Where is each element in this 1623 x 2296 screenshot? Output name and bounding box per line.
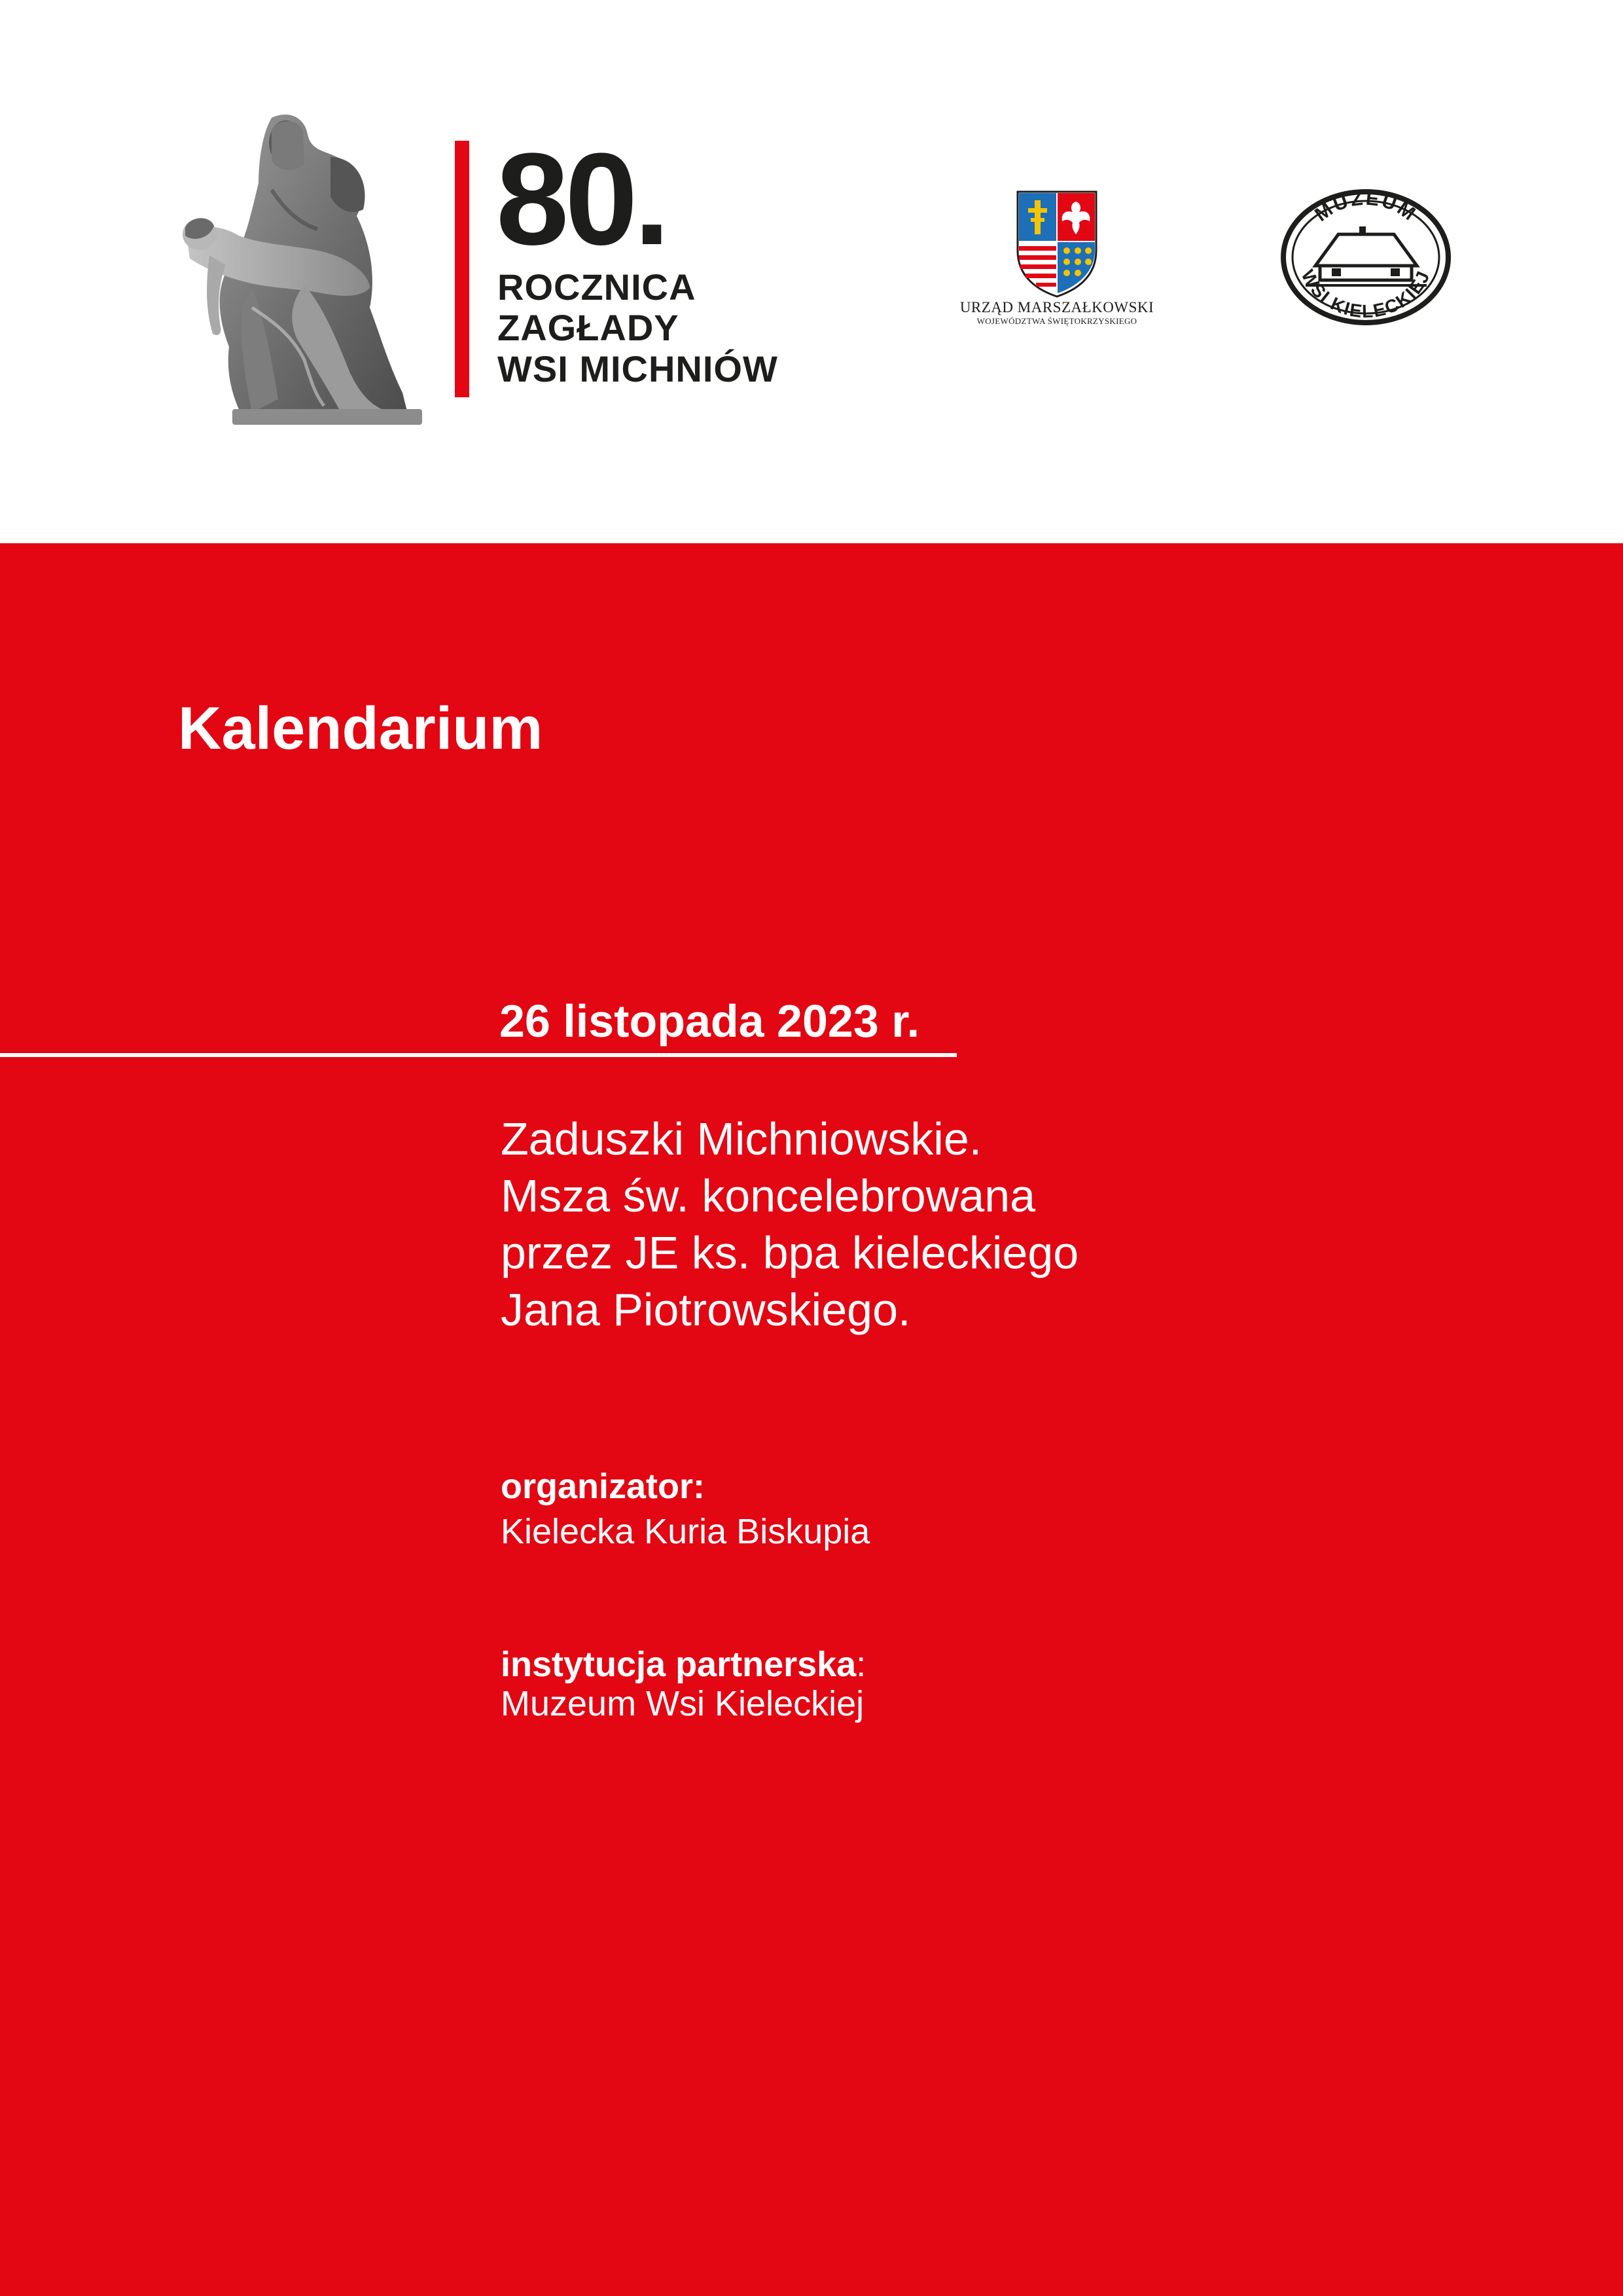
accent-bar — [455, 141, 469, 397]
calendar-panel — [0, 543, 1623, 2296]
section-title: Kalendarium — [178, 695, 543, 762]
museum-logo-bottom-text: WSI KIELECKIEJ — [1297, 266, 1435, 322]
partner-label: instytucja partnerska — [501, 1645, 857, 1684]
coat-of-arms-sublabel: WOJEWÓDZTWA ŚWIĘTOKRZYSKIEGO — [976, 316, 1137, 326]
museum-logo-top-text: MUZEUM — [1311, 188, 1421, 226]
museum-logo-icon — [1279, 188, 1453, 326]
date-divider — [0, 1053, 957, 1057]
organizer-value: Kielecka Kuria Biskupia — [501, 1512, 870, 1551]
event-description — [501, 1111, 1079, 1338]
header — [0, 0, 1623, 543]
organizer-label: organizator: — [501, 1467, 705, 1506]
partner-label-row — [501, 1643, 866, 1686]
coat-of-arms-label: URZĄD MARSZAŁKOWSKI — [959, 299, 1154, 315]
anniversary-number: 80. — [496, 126, 667, 272]
anniversary-line-3: WSI MICHNIÓW — [497, 348, 778, 389]
partner-label-colon: : — [856, 1645, 866, 1684]
event-date: 26 listopada 2023 r. — [499, 996, 920, 1047]
pieta-statue-icon — [173, 111, 429, 429]
anniversary-line-2: ZAGŁADY — [497, 307, 679, 348]
anniversary-line-1: ROCZNICA — [497, 266, 696, 308]
partner-value: Muzeum Wsi Kieleckiej — [501, 1684, 865, 1723]
event-description-line: Jana Piotrowskiego. — [501, 1284, 911, 1335]
event-description-line: Msza św. koncelebrowana — [501, 1170, 1036, 1221]
event-description-line: Zaduszki Michniowskie. — [501, 1113, 982, 1164]
event-description-line: przez JE ks. bpa kieleckiego — [501, 1227, 1079, 1278]
